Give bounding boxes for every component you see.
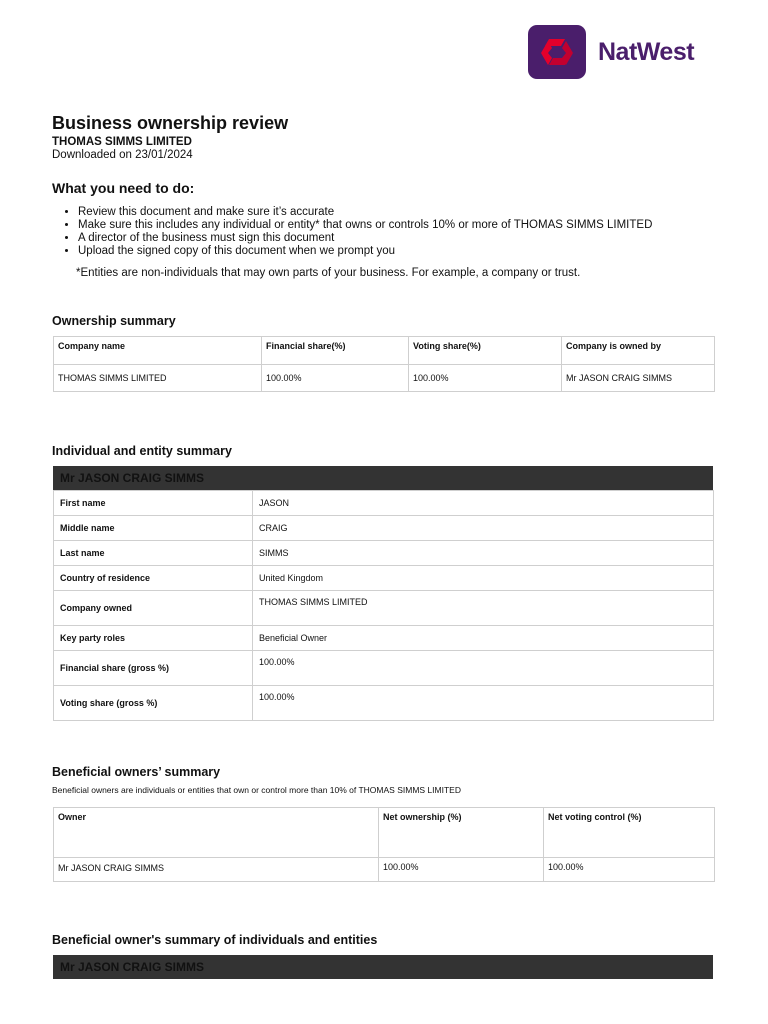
download-date: Downloaded on 23/01/2024: [52, 149, 193, 161]
table-row: [54, 858, 715, 882]
column-header: Net ownership (%): [379, 808, 544, 858]
column-header: Owner: [54, 808, 379, 858]
list-item: • A director of the business must sign this document: [78, 232, 758, 245]
column-header: Company name: [54, 337, 262, 365]
column-header: Financial share(%): [262, 337, 409, 365]
table-cell: Mr JASON CRAIG SIMMS: [562, 365, 715, 392]
table-row: [54, 686, 714, 721]
table-cell: 100.00%: [544, 858, 715, 882]
field-label: Key party roles: [54, 626, 253, 651]
field-value: Beneficial Owner: [253, 626, 714, 651]
todo-heading: What you need to do:: [52, 180, 195, 196]
beneficial-owners-description: Beneficial owners are individuals or entities that own or control more than 10% of THOMAS SIMMS LIMITED: [52, 785, 461, 795]
field-label: Financial share (gross %): [54, 651, 253, 686]
column-header: Company is owned by: [562, 337, 715, 365]
field-label: Voting share (gross %): [54, 686, 253, 721]
field-label: First name: [54, 491, 253, 516]
field-value: 100.00%: [253, 686, 714, 721]
table-row: [54, 591, 714, 626]
field-value: THOMAS SIMMS LIMITED: [253, 591, 714, 626]
list-item: • Make sure this includes any individual or entity* that owns or controls 10% or more of THOMAS SIMMS LIMITED: [78, 219, 758, 232]
page-title: Business ownership review: [52, 113, 289, 133]
list-item: • Upload the signed copy of this document when we prompt you: [78, 245, 758, 258]
field-label: Middle name: [54, 516, 253, 541]
field-value: SIMMS: [253, 541, 714, 566]
table-row: [54, 566, 714, 591]
table-row: [54, 626, 714, 651]
column-header: Net voting control (%): [544, 808, 715, 858]
table-header-row: [54, 808, 715, 858]
column-header: Voting share(%): [409, 337, 562, 365]
table-row: [54, 365, 715, 392]
person-name-bar: Mr JASON CRAIG SIMMS: [53, 955, 713, 979]
list-item: • Review this document and make sure it’s accurate: [78, 206, 758, 219]
beneficial-owners-heading: Beneficial owners’ summary: [52, 765, 221, 779]
individual-details-table: [53, 490, 714, 721]
company-name: THOMAS SIMMS LIMITED: [52, 136, 192, 148]
table-cell: 100.00%: [262, 365, 409, 392]
person-name-bar: Mr JASON CRAIG SIMMS: [53, 466, 713, 490]
table-cell: THOMAS SIMMS LIMITED: [54, 365, 262, 392]
beneficial-individuals-heading: Beneficial owner's summary of individuals and entities: [52, 933, 378, 947]
field-label: Country of residence: [54, 566, 253, 591]
beneficial-owners-table: [53, 807, 715, 882]
field-value: 100.00%: [253, 651, 714, 686]
table-cell: 100.00%: [379, 858, 544, 882]
field-value: United Kingdom: [253, 566, 714, 591]
field-value: JASON: [253, 491, 714, 516]
table-cell: 100.00%: [409, 365, 562, 392]
entities-footnote: *Entities are non-individuals that may own parts of your business. For example, a company or trust.: [76, 267, 581, 279]
table-cell: Mr JASON CRAIG SIMMS: [54, 858, 379, 882]
brand-name: NatWest: [598, 37, 695, 66]
table-header-row: [54, 337, 715, 365]
individual-summary-heading: Individual and entity summary: [52, 444, 232, 458]
field-label: Company owned: [54, 591, 253, 626]
table-row: [54, 541, 714, 566]
table-row: [54, 651, 714, 686]
field-value: CRAIG: [253, 516, 714, 541]
natwest-logo: [528, 25, 694, 79]
todo-list: [52, 206, 758, 258]
ownership-summary-table: [53, 336, 715, 392]
table-row: [54, 491, 714, 516]
natwest-cubes-icon: [528, 25, 586, 79]
ownership-summary-heading: Ownership summary: [52, 314, 176, 328]
field-label: Last name: [54, 541, 253, 566]
table-row: [54, 516, 714, 541]
